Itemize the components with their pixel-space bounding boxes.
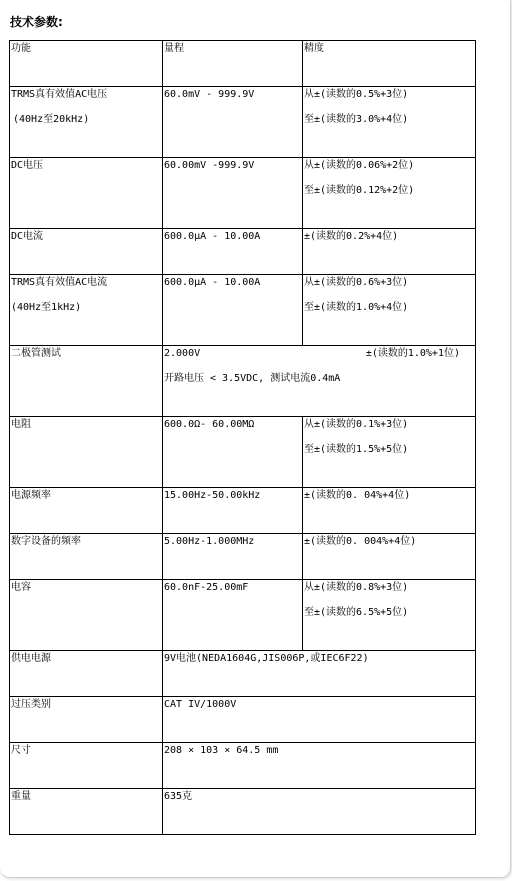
- function-cell: TRMS真有效值AC电流 (40Hz至1kHz): [10, 275, 163, 346]
- value-cell: 635克: [163, 789, 476, 835]
- value-cell: CAT IV/1000V: [163, 697, 476, 743]
- table-row: [10, 87, 476, 158]
- range-cell: 60.00mV -999.9V: [163, 158, 303, 229]
- function-cell: DC电压: [10, 158, 163, 229]
- range-cell: 60.0nF-25.00mF: [163, 580, 303, 651]
- function-cell: DC电流: [10, 229, 163, 275]
- range-cell: 5.00Hz-1.000MHz: [163, 534, 303, 580]
- table-row: [10, 651, 476, 697]
- value-cell: 208 × 103 × 64.5 mm: [163, 743, 476, 789]
- header-function: 功能: [10, 41, 163, 87]
- accuracy-cell: 从±(读数的0.8%+3位) 至±(读数的6.5%+5位): [303, 580, 476, 651]
- header-range: 量程: [163, 41, 303, 87]
- accuracy-cell: 从±(读数的0.1%+3位) 至±(读数的1.5%+5位): [303, 417, 476, 488]
- table-row: [10, 275, 476, 346]
- function-cell: 电源频率: [10, 488, 163, 534]
- function-cell: 供电电源: [10, 651, 163, 697]
- range-cell: 600.0μA - 10.00A: [163, 275, 303, 346]
- value-cell: 9V电池(NEDA1604G,JIS006P,或IEC6F22): [163, 651, 476, 697]
- table-row: [10, 346, 476, 417]
- spec-table: [9, 40, 476, 835]
- table-row: [10, 743, 476, 789]
- header-accuracy: 精度: [303, 41, 476, 87]
- table-row: [10, 697, 476, 743]
- table-row: [10, 158, 476, 229]
- accuracy-value: ±(读数的1.0%+1位): [365, 348, 460, 359]
- accuracy-cell: ±(读数的0.2%+4位): [303, 229, 476, 275]
- test-note: 开路电压 < 3.5VDC, 测试电流0.4mA: [164, 373, 341, 384]
- function-cell: 重量: [10, 789, 163, 835]
- function-cell: TRMS真有效值AC电压 (40Hz至20kHz): [10, 87, 163, 158]
- range-cell: 15.00Hz-50.00kHz: [163, 488, 303, 534]
- range-value: 2.000V: [164, 348, 201, 359]
- range-cell: 60.0mV - 999.9V: [163, 87, 303, 158]
- table-row: [10, 580, 476, 651]
- table-row: [10, 534, 476, 580]
- table-row: [10, 789, 476, 835]
- table-row: [10, 229, 476, 275]
- function-cell: 数字设备的频率: [10, 534, 163, 580]
- function-cell: 过压类别: [10, 697, 163, 743]
- table-row: [10, 417, 476, 488]
- section-heading: 技术参数:: [10, 15, 63, 29]
- accuracy-cell: 从±(读数的0.5%+3位) 至±(读数的3.0%+4位): [303, 87, 476, 158]
- table-row: [10, 488, 476, 534]
- function-cell: 尺寸: [10, 743, 163, 789]
- range-accuracy-cell: [163, 346, 476, 417]
- range-cell: 600.0μA - 10.00A: [163, 229, 303, 275]
- table-header-row: [10, 41, 476, 87]
- accuracy-cell: 从±(读数的0.06%+2位) 至±(读数的0.12%+2位): [303, 158, 476, 229]
- accuracy-cell: ±(读数的0. 004%+4位): [303, 534, 476, 580]
- range-cell: 600.0Ω- 60.00MΩ: [163, 417, 303, 488]
- function-cell: 二极管测试: [10, 346, 163, 417]
- accuracy-cell: ±(读数的0. 04%+4位): [303, 488, 476, 534]
- accuracy-cell: 从±(读数的0.6%+3位) 至±(读数的1.0%+4位): [303, 275, 476, 346]
- function-cell: 电阻: [10, 417, 163, 488]
- function-cell: 电容: [10, 580, 163, 651]
